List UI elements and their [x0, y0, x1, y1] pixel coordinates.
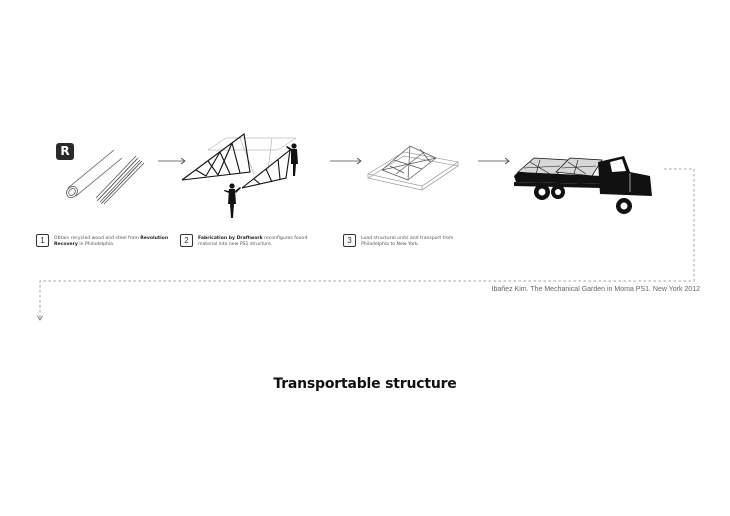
- step-1-text-pre: Obtain recycled wood and steel from: [54, 236, 141, 241]
- step-1-number: 1: [36, 234, 49, 247]
- step-1-text-bold: Revolution Recovery: [54, 236, 169, 247]
- step-2-text-bold: Fabrication by Draftwork: [198, 236, 263, 241]
- step-1-text-post: in Philadelphia.: [77, 242, 115, 247]
- logo-letter: R: [60, 144, 70, 158]
- step-3-number: 3: [343, 234, 356, 247]
- step-3-text-pre: Load structural units and transport from Philadelphia to New York.: [361, 236, 454, 247]
- page-title: Transportable structure: [273, 376, 457, 392]
- step-2-text-post: reconfigures found material into new PS1 structure.: [198, 236, 308, 247]
- step-2-number: 2: [180, 234, 193, 247]
- image-credit: Ibañez Kim. The Mechanical Garden in Moma PS1. New York 2012: [491, 286, 700, 293]
